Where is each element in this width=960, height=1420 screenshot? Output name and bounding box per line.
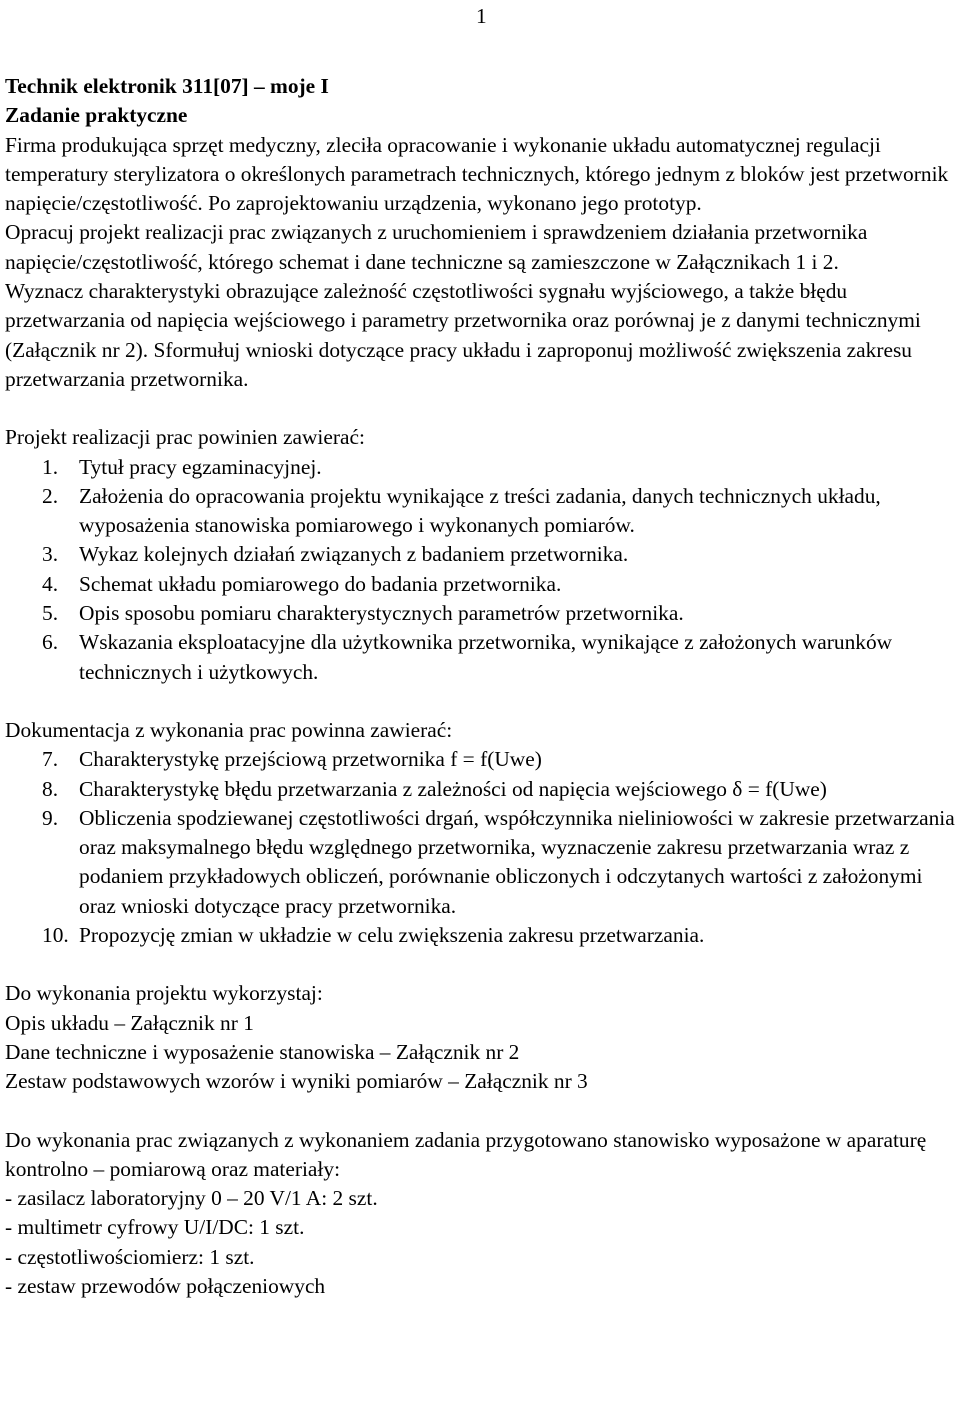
project-heading: Projekt realizacji prac powinien zawierać: [5, 425, 365, 450]
list-number: 3. [42, 542, 59, 567]
list-text: Opis sposobu pomiaru charakterystycznych parametrów przetwornika. [79, 601, 684, 626]
intro-paragraph: Firma produkująca sprzęt medyczny, zleciła opracowanie i wykonanie układu automatycznej regulacji temperatury sterylizatora o określonych parametrach technicznych, którego jednym z bloków jest przetwornik napięcie/częstotliwość. Po zaprojektowaniu urządzenia, wykonano jego prototyp. [5, 132, 949, 216]
list-number: 7. [42, 747, 59, 772]
list-item [5, 775, 957, 804]
resource-line: Opis układu – Załącznik nr 1 [5, 1010, 254, 1035]
resource-line: Zestaw podstawowych wzorów i wyniki pomiarów – Załącznik nr 3 [5, 1069, 588, 1094]
list-number: 4. [42, 571, 59, 596]
list-text: Schemat układu pomiarowego do badania przetwornika. [79, 571, 562, 596]
list-item [5, 804, 957, 921]
intro-paragraph: Wyznacz charakterystyki obrazujące zależność częstotliwości sygnału wyjściowego, a także błędu przetwarzania od napięcia wejściowego i parametry przetwornika oraz porównaj je z danymi technicznymi (Załącznik nr 2). Sformułuj wnioski dotyczące pracy układu i zaproponuj możliwość zwiększenia zakresu przetwarzania przetwornika. [5, 279, 921, 391]
list-item [5, 540, 957, 569]
list-number: 6. [42, 630, 59, 655]
list-number: 9. [42, 805, 59, 830]
equipment-item: - częstotliwościomierz: 1 szt. [5, 1244, 255, 1269]
list-item [5, 628, 957, 687]
equipment-item: - zestaw przewodów połączeniowych [5, 1273, 326, 1298]
list-text: Charakterystykę błędu przetwarzania z zależności od napięcia wejściowego δ = f(Uwe) [79, 776, 827, 801]
task-heading: Zadanie praktyczne [5, 103, 188, 128]
list-item [5, 745, 957, 774]
resources-heading: Do wykonania projektu wykorzystaj: [5, 981, 323, 1006]
list-number: 1. [42, 454, 59, 479]
list-text: Założenia do opracowania projektu wynikające z treści zadania, danych technicznych układu, wyposażenia stanowiska pomiarowego i wykonanych pomiarów. [79, 483, 881, 538]
list-number: 8. [42, 776, 59, 801]
list-item [5, 570, 957, 599]
list-text: Obliczenia spodziewanej częstotliwości drgań, współczynnika nieliniowości w zakresie przetwarzania oraz maksymalnego błędu względnego przetwornika, wyznaczenie zakresu przetwarzania wraz z podaniem przykładowych obliczeń, porównanie obliczonych i odczytanych wartości z założonymi oraz wnioski dotyczące pracy przetwornika. [79, 805, 955, 918]
project-list [5, 453, 957, 687]
list-text: Propozycję zmian w układzie w celu zwiększenia zakresu przetwarzania. [79, 923, 705, 948]
list-text: Charakterystykę przejściową przetwornika f = f(Uwe) [79, 747, 542, 772]
list-item [5, 453, 957, 482]
equipment-item: - multimetr cyfrowy U/I/DC: 1 szt. [5, 1215, 305, 1240]
list-text: Wskazania eksploatacyjne dla użytkownika przetwornika, wynikające z założonych warunków technicznych i użytkowych. [79, 630, 893, 684]
intro-paragraph: Opracuj projekt realizacji prac związanych z uruchomieniem i sprawdzeniem działania przetwornika napięcie/częstotliwość, którego schemat i dane techniczne są zamieszczone w Załącznikach 1 i 2. [5, 220, 868, 274]
list-number: 2. [42, 483, 59, 508]
equipment-heading: Do wykonania prac związanych z wykonaniem zadania przygotowano stanowisko wyposażone w aparaturę kontrolno – pomiarową oraz materiały: [5, 1127, 927, 1181]
list-item [5, 599, 957, 628]
list-item [5, 482, 957, 541]
resource-line: Dane techniczne i wyposażenie stanowiska – Załącznik nr 2 [5, 1039, 520, 1064]
equipment-item: - zasilacz laboratoryjny 0 – 20 V/1 A: 2 szt. [5, 1186, 378, 1211]
list-number: 10. [42, 923, 69, 948]
list-number: 5. [42, 601, 59, 626]
equipment-list [5, 1184, 957, 1301]
list-text: Wykaz kolejnych działań związanych z badaniem przetwornika. [79, 542, 629, 567]
documentation-list [5, 745, 957, 950]
page-number: 1 [476, 4, 487, 28]
list-text: Tytuł pracy egzaminacyjnej. [79, 454, 322, 479]
document-title: Technik elektronik 311[07] – moje I [5, 74, 329, 98]
list-item [5, 921, 957, 950]
documentation-heading: Dokumentacja z wykonania prac powinna zawierać: [5, 717, 453, 742]
document-body [5, 72, 957, 1301]
